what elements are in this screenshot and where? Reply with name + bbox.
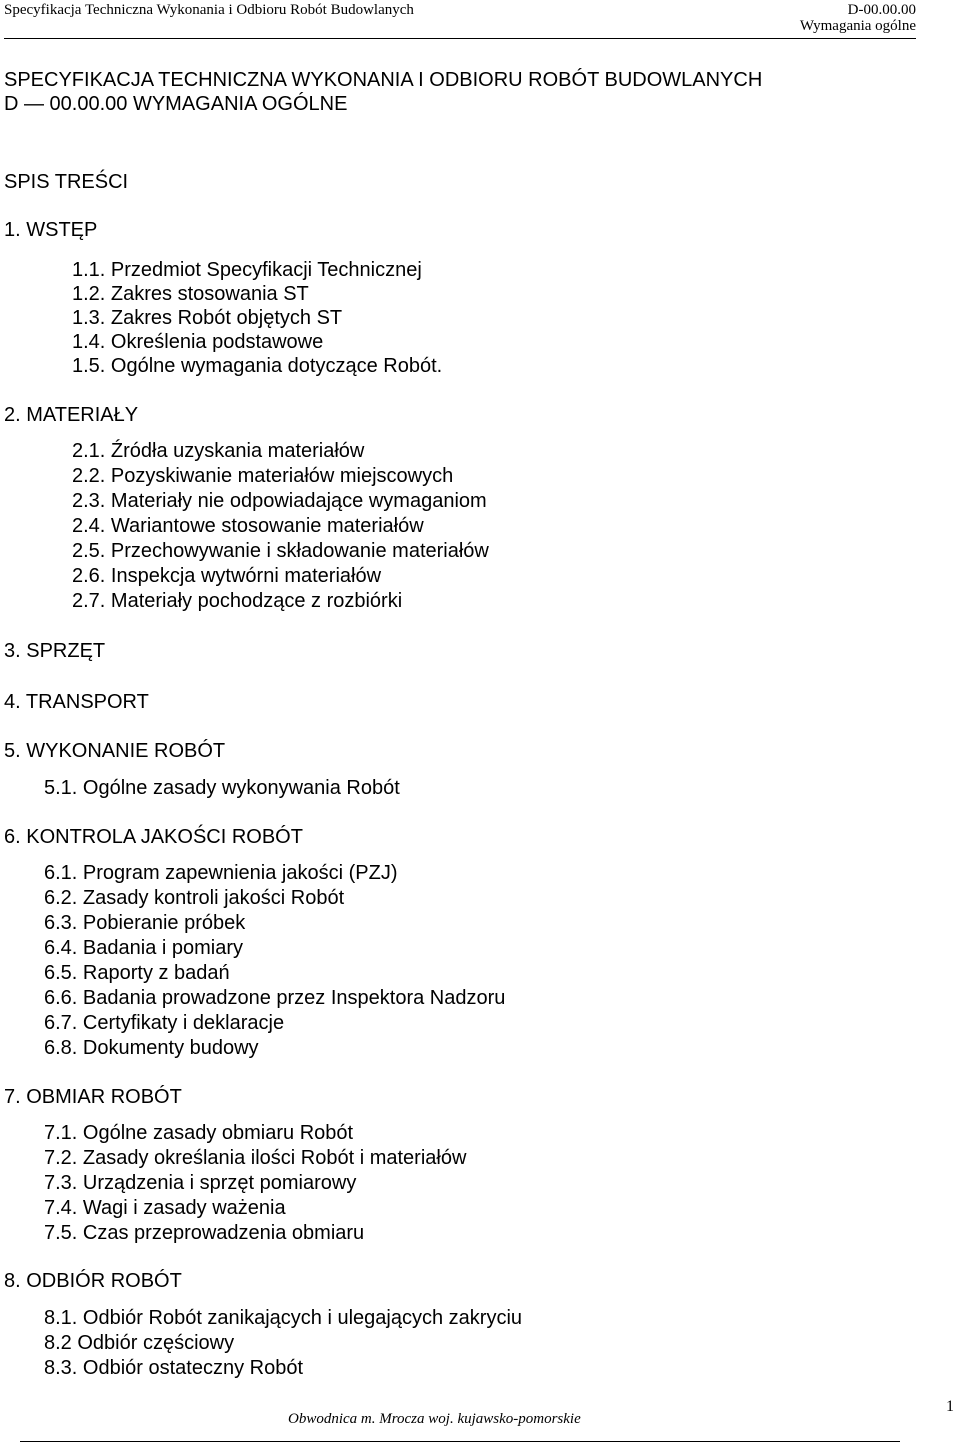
- header-rule: [4, 38, 916, 39]
- toc-item: 1.4. Określenia podstawowe: [72, 331, 324, 353]
- toc-item: 6.2. Zasady kontroli jakości Robót: [44, 887, 345, 909]
- toc-section-3: 3. SPRZĘT: [4, 640, 106, 662]
- toc-item: 1.1. Przedmiot Specyfikacji Technicznej: [72, 259, 422, 281]
- toc-section-1: 1. WSTĘP: [4, 219, 98, 241]
- toc-item: 1.3. Zakres Robót objętych ST: [72, 307, 343, 329]
- document-title-line-1: SPECYFIKACJA TECHNICZNA WYKONANIA I ODBIORU ROBÓT BUDOWLANYCH: [4, 69, 763, 91]
- toc-item: 7.3. Urządzenia i sprzęt pomiarowy: [44, 1172, 357, 1194]
- toc-item: 6.8. Dokumenty budowy: [44, 1037, 259, 1059]
- header-code: D-00.00.00: [847, 2, 916, 18]
- toc-item: 8.3. Odbiór ostateczny Robót: [44, 1357, 304, 1379]
- toc-item: 7.4. Wagi i zasady ważenia: [44, 1197, 286, 1219]
- toc-item: 8.2 Odbiór częściowy: [44, 1332, 235, 1354]
- toc-item: 7.2. Zasady określania ilości Robót i materiałów: [44, 1147, 467, 1169]
- toc-item: 5.1. Ogólne zasady wykonywania Robót: [44, 777, 400, 799]
- toc-item: 2.2. Pozyskiwanie materiałów miejscowych: [72, 465, 454, 487]
- page-number: 1: [946, 1398, 954, 1415]
- toc-section-5: 5. WYKONANIE ROBÓT: [4, 740, 226, 762]
- footer-text: Obwodnica m. Mrocza woj. kujawsko-pomorskie: [288, 1411, 581, 1427]
- toc-item: 6.1. Program zapewnienia jakości (PZJ): [44, 862, 398, 884]
- toc-item: 7.1. Ogólne zasady obmiaru Robót: [44, 1122, 354, 1144]
- document-title-line-2: D — 00.00.00 WYMAGANIA OGÓLNE: [4, 93, 348, 115]
- toc-item: 6.4. Badania i pomiary: [44, 937, 244, 959]
- toc-item: 6.5. Raporty z badań: [44, 962, 230, 984]
- footer-rule: [20, 1441, 900, 1442]
- toc-item: 8.1. Odbiór Robót zanikających i ulegających zakryciu: [44, 1307, 523, 1329]
- toc-item: 6.3. Pobieranie próbek: [44, 912, 246, 934]
- toc-heading: SPIS TREŚCI: [4, 171, 129, 193]
- toc-item: 2.6. Inspekcja wytwórni materiałów: [72, 565, 382, 587]
- toc-item: 6.7. Certyfikaty i deklaracje: [44, 1012, 285, 1034]
- toc-item: 6.6. Badania prowadzone przez Inspektora Nadzoru: [44, 987, 506, 1009]
- toc-section-6: 6. KONTROLA JAKOŚCI ROBÓT: [4, 826, 303, 848]
- toc-item: 1.5. Ogólne wymagania dotyczące Robót.: [72, 355, 443, 377]
- toc-item: 2.3. Materiały nie odpowiadające wymaganiom: [72, 490, 487, 512]
- toc-section-4: 4. TRANSPORT: [4, 691, 149, 713]
- toc-item: 2.4. Wariantowe stosowanie materiałów: [72, 515, 424, 537]
- toc-item: 2.1. Źródła uzyskania materiałów: [72, 440, 365, 462]
- toc-item: 7.5. Czas przeprowadzenia obmiaru: [44, 1222, 365, 1244]
- toc-section-2: 2. MATERIAŁY: [4, 404, 139, 426]
- header-subtitle: Wymagania ogólne: [799, 18, 916, 34]
- header-document-title: Specyfikacja Techniczna Wykonania i Odbioru Robót Budowlanych: [4, 2, 414, 18]
- toc-section-7: 7. OBMIAR ROBÓT: [4, 1086, 182, 1108]
- toc-item: 2.5. Przechowywanie i składowanie materiałów: [72, 540, 489, 562]
- toc-item: 1.2. Zakres stosowania ST: [72, 283, 309, 305]
- toc-section-8: 8. ODBIÓR ROBÓT: [4, 1270, 182, 1292]
- toc-item: 2.7. Materiały pochodzące z rozbiórki: [72, 590, 403, 612]
